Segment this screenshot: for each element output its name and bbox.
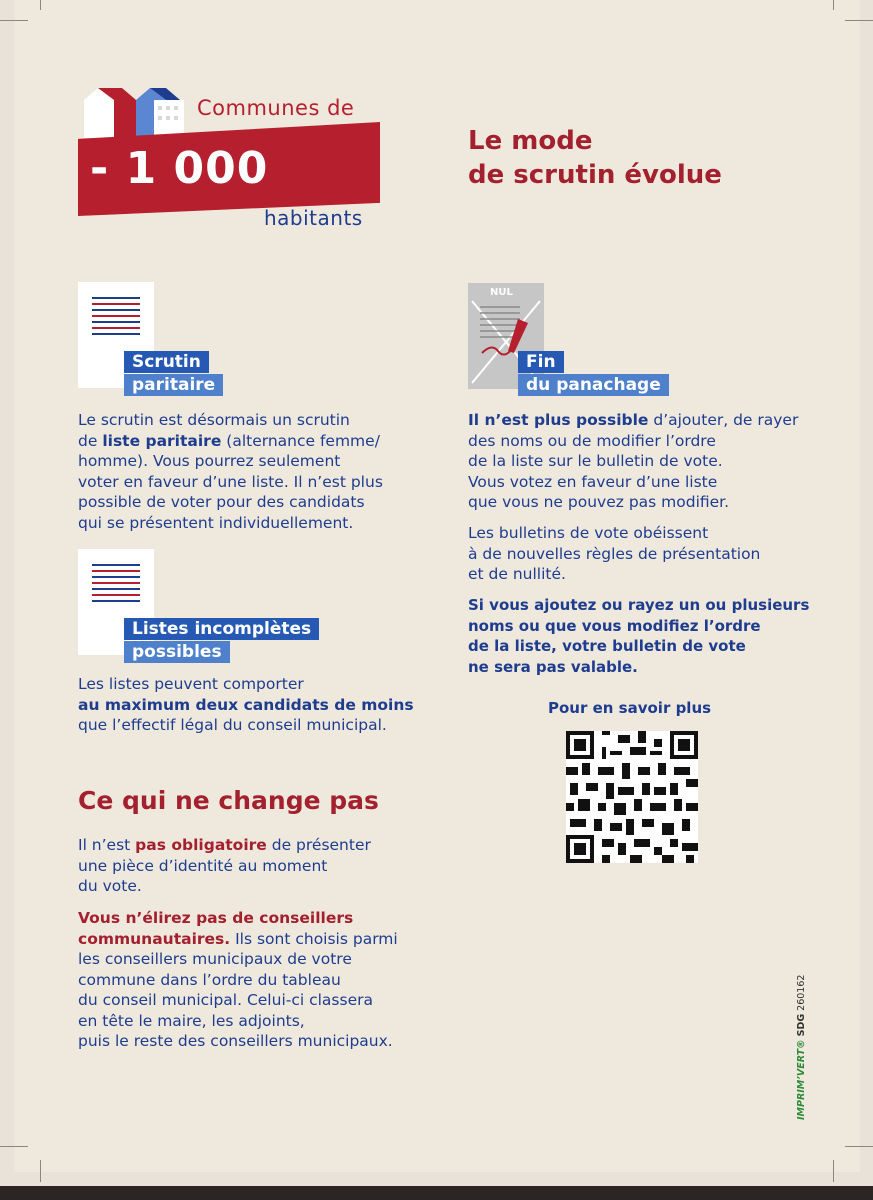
bold-span: Il n’est plus possible [468,411,649,429]
communes-de-label: Communes de [197,96,355,120]
ballot-stripes-icon [92,297,140,339]
bold-span: pas obligatoire [135,836,267,854]
crop-mark [833,1160,834,1182]
text-line: Si vous ajoutez ou rayez un ou plusieurs [468,596,810,614]
text-line: Les listes peuvent comporter [78,675,304,693]
text-line: possible de voter pour des candidats [78,493,365,511]
text-line [468,410,808,431]
bottom-band [0,1186,873,1200]
text-line: des noms ou de modifier l’ordre [468,431,716,450]
text-span: de [78,431,103,450]
sdg-mark: SDG [796,1013,807,1037]
unchanged-text-b [78,908,448,1052]
printer-mark [796,975,807,1120]
text-line: de la liste sur le bulletin de vote. [468,452,723,470]
panachage-text-a [468,410,808,513]
text-line: voter en faveur d’une liste. Il n’est plus [78,472,383,491]
text-line: les conseillers municipaux de votre [78,950,352,968]
text-line: qui se présentent individuellement. [78,513,354,532]
population-threshold: - 1 000 [90,143,269,194]
crop-mark [0,1146,28,1147]
text-line: que vous ne pouvez pas modifier. [468,493,730,511]
more-info-label: Pour en savoir plus [548,699,712,717]
text-line: en tête le maire, les adjoints, [78,1011,305,1030]
section-title-unchanged: Ce qui ne change pas [78,786,379,815]
qr-code-icon[interactable] [566,731,698,863]
text-line: ne sera pas valable. [468,657,638,676]
unchanged-text-a [78,835,438,897]
habitants-label: habitants [264,206,363,230]
nul-label: NUL [490,287,513,298]
page-title-line: de scrutin évolue [468,160,722,190]
text-line: que l’effectif légal du conseil municipal. [78,716,387,734]
text-line [78,929,448,950]
crop-mark [0,20,28,21]
crop-mark [40,0,41,10]
ballot-stripes-icon [92,564,140,606]
text-line: Vous votez en faveur d’une liste [468,472,718,491]
text-line [78,695,438,716]
tag-listes: Listes incomplètes [124,618,319,640]
text-line: une pièce d’identité au moment [78,856,328,875]
crop-mark [845,1146,873,1147]
text-span: Ils sont choisis parmi [230,929,398,948]
crop-mark [40,1160,41,1182]
text-span: de présenter [266,836,371,854]
panachage-warning [468,595,818,677]
bold-span: liste paritaire [102,431,222,450]
text-line: de la liste, votre bulletin de vote [468,637,746,655]
crop-mark [833,0,834,10]
text-line: homme). Vous pourrez seulement [78,452,341,470]
text-line: noms ou que vous modifiez l’ordre [468,616,761,635]
houses-icon [84,86,194,138]
tag-paritaire: paritaire [124,374,223,396]
panachage-text-b [468,523,808,585]
text-span: d’ajouter, de rayer [648,411,799,429]
tag-scrutin: Scrutin [124,351,209,373]
bold-span: au maximum deux candidats de moins [78,695,414,714]
text-line [78,431,438,452]
text-line: du vote. [78,877,142,895]
print-code: 260162 [796,974,807,1011]
text-span: Il n’est [78,836,136,854]
text-line: à de nouvelles règles de présentation [468,544,761,563]
text-span: (alternance femme/ [221,431,380,450]
text-line [78,908,448,929]
bold-span: Vous n’élirez pas de conseillers [78,909,354,927]
crop-mark [845,20,873,21]
imprim-vert-mark: IMPRIM’VERT® [796,1039,807,1120]
text-line: Les bulletins de vote obéissent [468,524,709,542]
text-line: commune dans l’ordre du tableau [78,970,341,989]
tag-fin: Fin [518,351,564,373]
text-line: et de nullité. [468,565,566,583]
tag-possibles: possibles [124,641,230,663]
text-line: Le scrutin est désormais un scrutin [78,411,350,429]
listes-text [78,674,438,736]
text-line: puis le reste des conseillers municipaux. [78,1032,393,1050]
tag-panachage: du panachage [518,374,669,396]
scrutin-text [78,410,438,533]
text-line [78,835,438,856]
page-title [468,124,722,192]
text-line: du conseil municipal. Celui-ci classera [78,991,373,1009]
page-title-line: Le mode [468,126,593,156]
bold-span: communautaires. [78,929,231,948]
